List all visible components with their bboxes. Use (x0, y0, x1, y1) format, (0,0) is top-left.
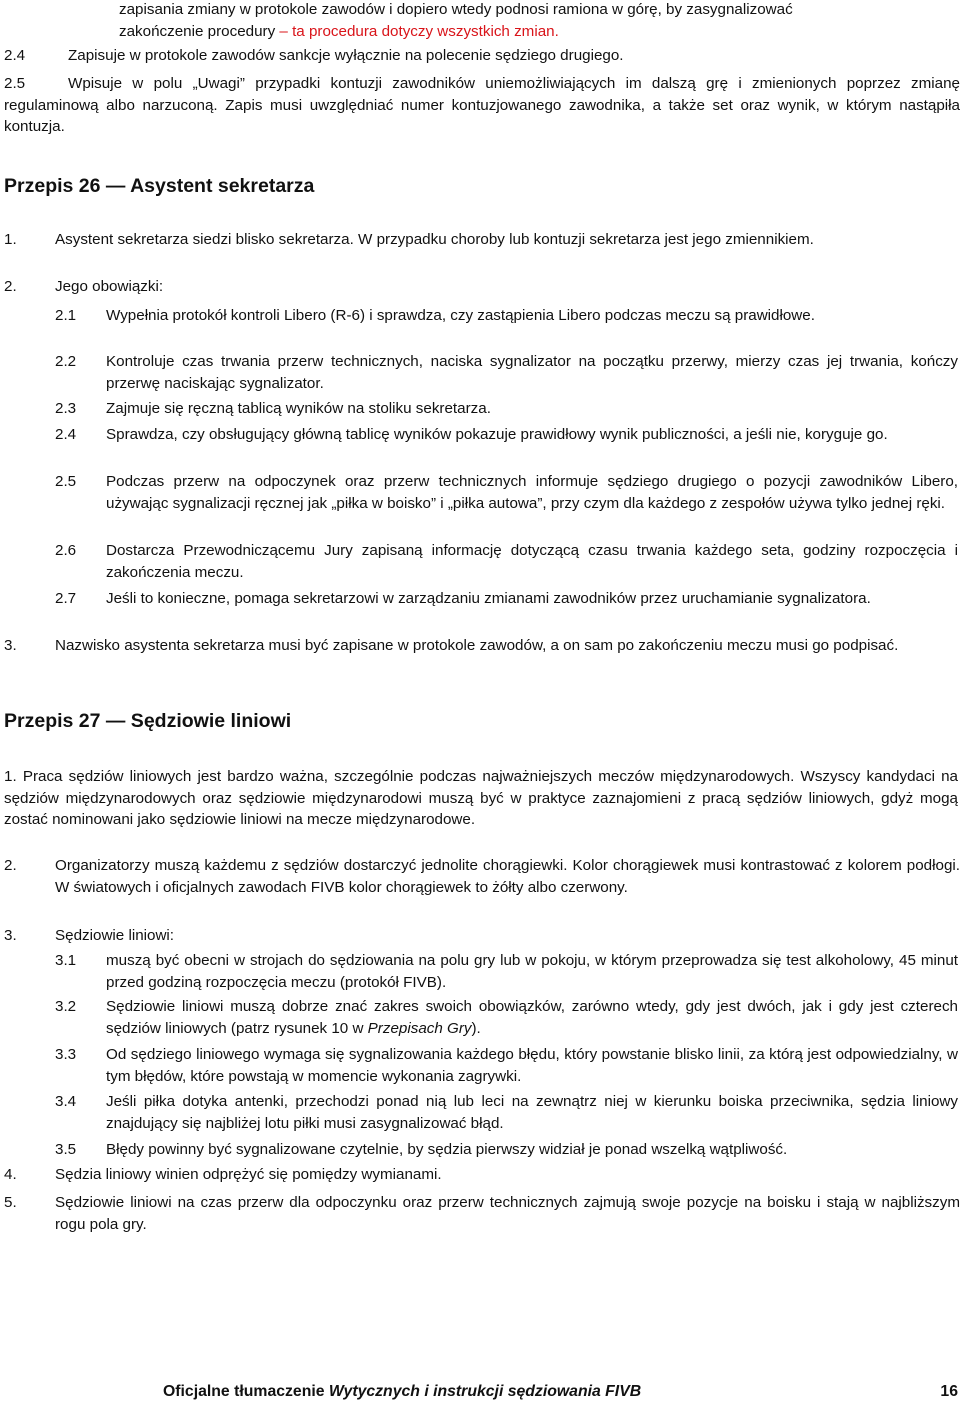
list-item-3: 3. Nazwisko asystenta sekretarza musi być zapisane w protokole zawodów, a on sam po zakończeniu meczu musi go podpisać. (4, 637, 899, 654)
paragraph-1: 1. Praca sędziów liniowych jest bardzo ważna, szczególnie podczas najważniejszych meczów międzynarodowych. Wszyscy kandydaci na sędziów międzynarodowych oraz sędziowie międzynarodowi muszą być w praktyce zaznajomieni z pracą sędziów liniowych, gdyż mogą zostać nominowani jako sędziowie liniowi na mecze międzynarodowe. (4, 768, 958, 828)
sub-item-3-4: 3.4 Jeśli piłka dotyka antenki, przechodzi ponad nią lub leci na zewnątrz niej w kierunku boiska przeciwnika, sędzia liniowy znajdujący się najbliżej lotu piłki musi zasygnalizować błąd. (55, 1093, 958, 1132)
sub-item-2-3: 2.3 Zajmuje się ręczną tablicą wyników na stoliku sekretarza. (55, 400, 491, 417)
sub-item-2-7: 2.7 Jeśli to konieczne, pomaga sekretarzowi w zarządzaniu zmianami zawodników przez uruchamianie sygnalizatora. (55, 590, 871, 607)
sub-item-2-5: 2.5 Podczas przerw na odpoczynek oraz przerw technicznych informuje sędziego drugiego o pozycji zawodników Libero, używając sygnalizacji ręcznej jak „piłka w boisko” i „piłka autowa”, przy czym dla każdego z zespołów używa tylko jednej ręki. (55, 473, 958, 512)
sub-item-2-6: 2.6 Dostarcza Przewodniczącemu Jury zapisaną informację dotyczącą czasu trwania każdego seta, godziny rozpoczęcia i zakończenia meczu. (55, 542, 958, 581)
list-item-3: 3. Sędziowie liniowi: (4, 927, 175, 944)
continuation-line: zapisania zmiany w protokole zawodów i dopiero wtedy podnosi ramiona w górę, by zasygnalizować zakończenie procedury – ta procedura dotyczy wszystkich zmian. (119, 1, 793, 40)
list-item-5: 5. Sędziowie liniowi na czas przerw dla odpoczynku oraz przerw technicznych zajmują swoje pozycje na boisku i stają w najbliższym rogu pola gry. (4, 1194, 960, 1233)
list-item-2-5: 2.5 Wpisuje w polu „Uwagi” przypadki kontuzji zawodników uniemożliwiających im dalszą grę i zmienionych poprzez zmianę regulaminową albo narzuconą. Zapis musi uwzględniać numer kontuzjowanego zawodnika, a także set oraz wynik, w którym nastąpiła kontuzja. (4, 75, 960, 135)
page-footer: Oficjalne tłumaczenie Wytycznych i instrukcji sędziowania FIVB 16 (163, 1381, 958, 1403)
sub-item-2-4: 2.4 Sprawdza, czy obsługujący główną tablicę wyników pokazuje prawidłowy wynik publiczności, a jeśli nie, koryguje go. (55, 426, 888, 443)
sub-item-2-1: 2.1 Wypełnia protokół kontroli Libero (R-6) i sprawdza, czy zastąpienia Libero podczas meczu są prawidłowe. (55, 307, 815, 324)
list-item-2-4: 2.4 Zapisuje w protokole zawodów sankcje wyłącznie na polecenie sędziego drugiego. (4, 47, 624, 64)
section-heading-rule-27: Przepis 27 — Sędziowie liniowi (4, 710, 292, 732)
list-item-2: 2. Jego obowiązki: (4, 278, 164, 295)
list-item-4: 4. Sędzia liniowy winien odprężyć się pomiędzy wymianami. (4, 1166, 442, 1183)
page-number: 16 (940, 1383, 958, 1400)
sub-item-3-3: 3.3 Od sędziego liniowego wymaga się sygnalizowania każdego błędu, który powstanie blisko linii, za którą jest odpowiedzialny, w tym błędów, które powstają w momencie wykonania zagrywki. (55, 1046, 958, 1085)
red-highlight-text: – ta procedura dotyczy wszystkich zmian. (279, 22, 559, 40)
list-item-2: 2. Organizatorzy muszą każdemu z sędziów dostarczyć jednolite chorągiewki. Kolor chorągiewek musi kontrastować z kolorem podłogi. W światowych i oficjalnych zawodach FIVB kolor chorągiewek to żółty albo czerwony. (4, 857, 960, 896)
sub-item-3-2: 3.2 Sędziowie liniowi muszą dobrze znać zakres swoich obowiązków, zarówno wtedy, gdy jest dwóch, jak i gdy jest czterech sędziów liniowych (patrz rysunek 10 w Przepisach Gry). (55, 998, 958, 1037)
sub-item-2-2: 2.2 Kontroluje czas trwania przerw technicznych, naciska sygnalizator na początku przerwy, mierzy czas jej trwania, kończy przerwę naciskając sygnalizator. (55, 353, 958, 392)
sub-item-3-5: 3.5 Błędy powinny być sygnalizowane czytelnie, by sędzia pierwszy widział je ponad wszelką wątpliwość. (55, 1141, 788, 1158)
sub-item-3-1: 3.1 muszą być obecni w strojach do sędziowania na polu gry lub w pokoju, w którym przeprowadza się test alkoholowy, 45 minut przed godziną rozpoczęcia meczu (protokół FIVB). (55, 952, 958, 991)
list-item-1: 1. Asystent sekretarza siedzi blisko sekretarza. W przypadku choroby lub kontuzji sekretarza jest jego zmiennikiem. (4, 231, 814, 248)
section-heading-rule-26: Przepis 26 — Asystent sekretarza (4, 175, 315, 197)
